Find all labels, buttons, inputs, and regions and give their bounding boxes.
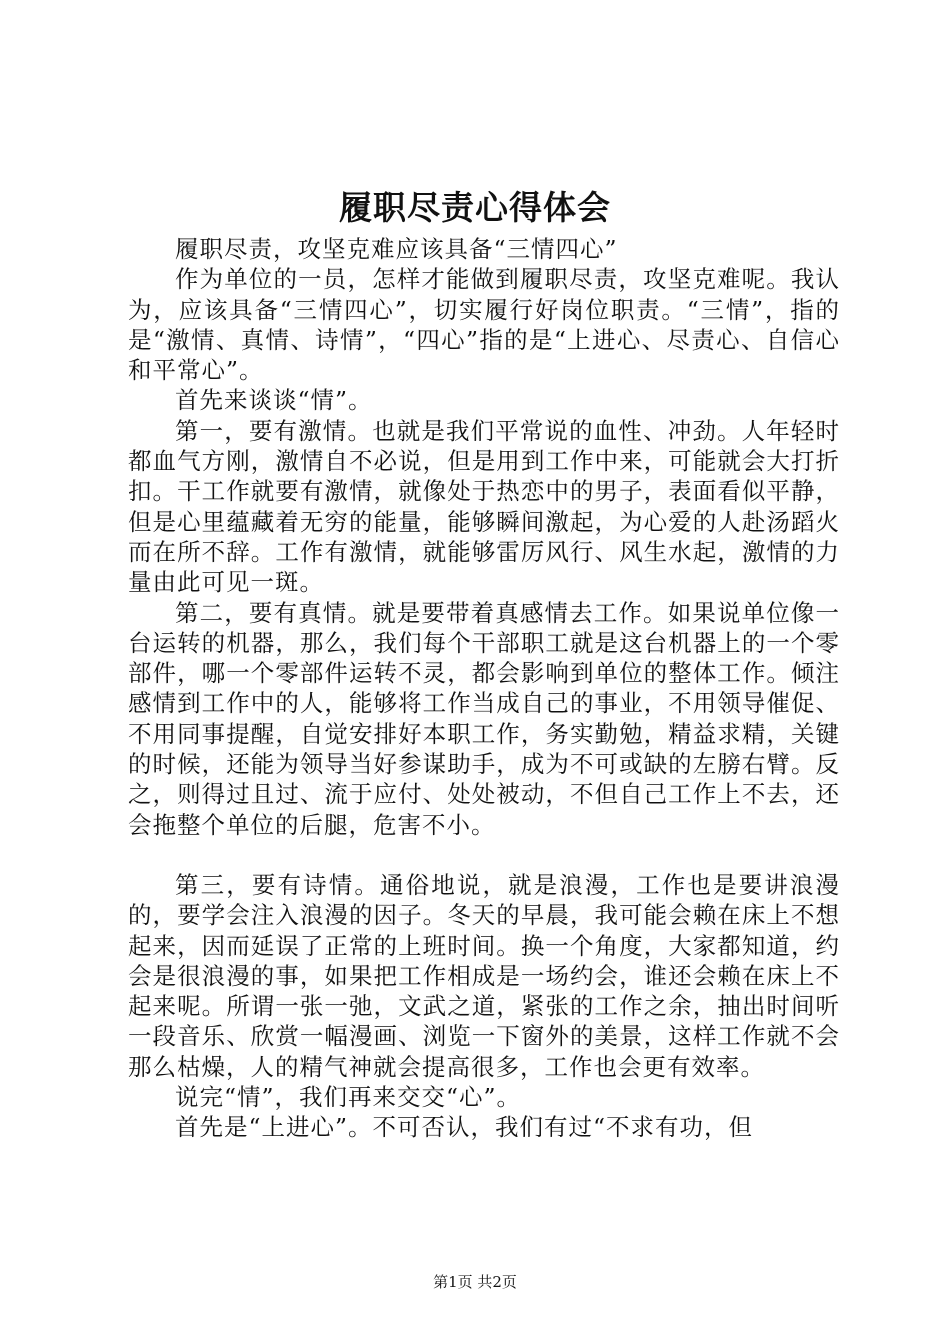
paragraph-poetry: 第三，要有诗情。通俗地说，就是浪漫，工作也是要讲浪漫的，要学会注入浪漫的因子。冬天的早晨，我可能会赖在床上不想起来，因而延误了正常的上班时间。换一个角度，大家都知道，约会是很浪漫的事，如果把工作相成是一场约会，谁还会赖在床上不起来呢。所谓一张一弛，文武之道，紧张的工作之余，抽出时间听一段音乐、欣赏一幅漫画、浏览一下窗外的美景，这样工作就不会那么枯燥，人的精气神就会提高很多，工作也会更有效率。 [128,870,840,1081]
paragraph-qing-heading: 首先来谈谈“情”。 [175,386,373,415]
paragraph-ambition: 首先是“上进心”。不可否认，我们有过“不求有功，但 [175,1113,754,1142]
page-footer: 第1页 共2页 [433,1273,517,1291]
paragraph-xin-heading: 说完“情”，我们再来交交“心”。 [175,1083,522,1112]
document-body [128,234,840,1143]
paragraph-intro: 作为单位的一员，怎样才能做到履职尽责，攻坚克难呢。我认为，应该具备“三情四心”，切实履行好岗位职责。“三情”，指的是“激情、真情、诗情”，“四心”指的是“上进心、尽责心、自信心和平常心”。 [128,265,840,385]
paragraph-sincerity: 第二，要有真情。就是要带着真感情去工作。如果说单位像一台运转的机器，那么，我们每个干部职工就是这台机器上的一个零部件，哪一个零部件运转不灵，都会影响到单位的整体工作。倾注感情到工作中的人，能够将工作当成自己的事业，不用领导催促、不用同事提醒，自觉安排好本职工作，务实勤勉，精益求精，关键的时候，还能为领导当好参谋助手，成为不可或缺的左膀右臂。反之，则得过且过、流于应付、处处被动，不但自己工作上不去，还会拖整个单位的后腿，危害不小。 [128,598,840,839]
paragraph-subtitle: 履职尽责，攻坚克难应该具备“三情四心” [175,235,618,263]
document-title: 履职尽责心得体会 [339,188,611,227]
paragraph-passion: 第一，要有激情。也就是我们平常说的血性、冲劲。人年轻时都血气方刚，激情自不必说，但是用到工作中来，可能就会大打折扣。干工作就要有激情，就像处于热恋中的男子，表面看似平静，但是心里蕴藏着无穷的能量，能够瞬间激起，为心爱的人赴汤蹈火而在所不辞。工作有激情，就能够雷厉风行、风生水起，激情的力量由此可见一斑。 [128,416,840,597]
